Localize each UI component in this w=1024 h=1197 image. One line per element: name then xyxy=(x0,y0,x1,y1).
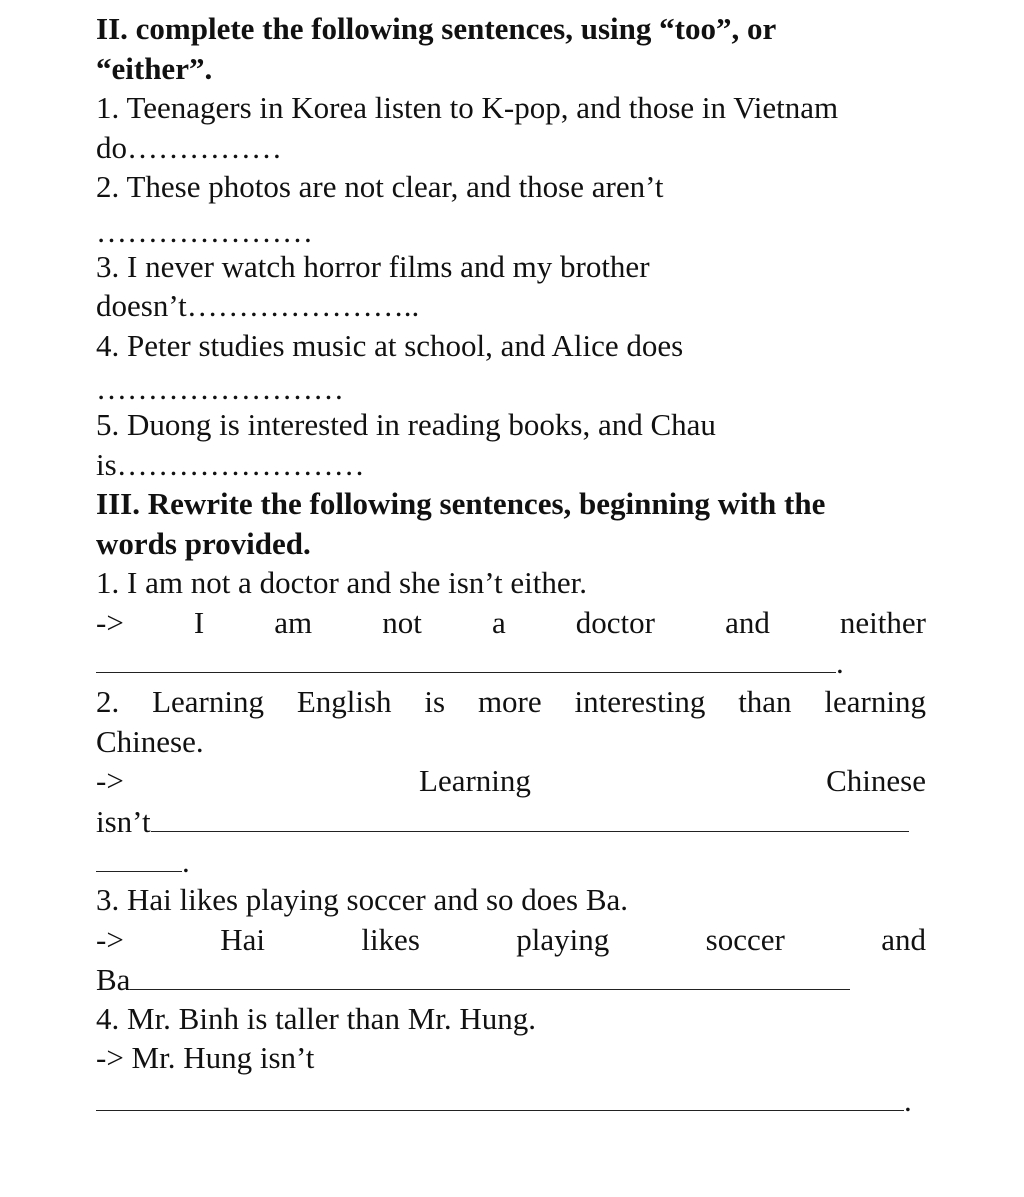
s2-item1-line1: 1. Teenagers in Korea listen to K-pop, and those in Vietnam xyxy=(96,90,839,125)
s3-q2-sentence xyxy=(96,682,926,722)
s2-item1-blank: do…………… xyxy=(96,130,282,165)
answer-blank[interactable] xyxy=(130,959,850,990)
arrow-word: -> xyxy=(96,763,124,798)
s3-q1-sentence: 1. I am not a doctor and she isn’t either. xyxy=(96,565,588,600)
s2-item2-blank: ………………… xyxy=(96,214,313,249)
answer-blank[interactable] xyxy=(96,1080,904,1111)
s2-item3-line1: 3. I never watch horror films and my brother xyxy=(96,249,650,284)
s2-item5-line1: 5. Duong is interested in reading books, and Chau xyxy=(96,407,716,442)
answer-word: not xyxy=(382,605,422,640)
s2-item3-blank: doesn’t………………….. xyxy=(96,288,420,323)
s3-q2-answer-cont xyxy=(96,801,926,842)
answer-blank[interactable] xyxy=(151,801,909,832)
s3-q3-answer-cont xyxy=(96,959,926,1000)
arrow-word: -> xyxy=(96,922,124,957)
answer-word: Learning xyxy=(419,763,531,798)
s2-item4-line1: 4. Peter studies music at school, and Alice does xyxy=(96,328,684,363)
section3-heading-line1: III. Rewrite the following sentences, beginning with the xyxy=(96,486,826,521)
answer-word: likes xyxy=(361,922,420,957)
answer-word: a xyxy=(491,605,506,640)
sentence-word: English xyxy=(296,684,392,719)
s3-q1-answer-prompt xyxy=(96,603,926,643)
answer-blank[interactable] xyxy=(96,642,836,673)
section2-heading-line1: II. complete the following sentences, using “too”, or xyxy=(96,11,777,46)
s3-q2-sentence-cont: Chinese. xyxy=(96,724,204,759)
answer-word: doctor xyxy=(575,605,655,640)
arrow-word: -> xyxy=(96,605,124,640)
answer-end-period: . xyxy=(182,844,190,879)
sentence-word: more xyxy=(477,684,542,719)
sentence-word: Learning xyxy=(152,684,264,719)
sentence-word: interesting xyxy=(574,684,706,719)
section3-heading-line2: words provided. xyxy=(96,526,311,561)
answer-word: and xyxy=(881,922,926,957)
sentence-word: than xyxy=(738,684,792,719)
answer-blank[interactable] xyxy=(96,841,182,872)
s3-q2-answer-line2 xyxy=(96,841,926,882)
s3-q1-answer-line xyxy=(96,642,926,683)
answer-end-period: . xyxy=(836,645,844,680)
s3-q3-answer-prompt xyxy=(96,920,926,960)
sentence-word: learning xyxy=(824,684,926,719)
answer-word: am xyxy=(274,605,313,640)
s2-item4-blank: …………………… xyxy=(96,371,344,406)
answer-word: isn’t xyxy=(96,804,151,839)
answer-word: neither xyxy=(839,605,926,640)
s3-q4-answer-line xyxy=(96,1080,926,1121)
s2-item5-blank: is…………………… xyxy=(96,447,365,482)
s3-q3-sentence: 3. Hai likes playing soccer and so does Ba. xyxy=(96,882,629,917)
answer-word: Hai xyxy=(220,922,265,957)
sentence-word: 2. xyxy=(96,684,120,719)
answer-end-period: . xyxy=(904,1083,912,1118)
section2-heading-line2: “either”. xyxy=(96,51,213,86)
answer-word: and xyxy=(725,605,770,640)
s3-q2-answer-prompt xyxy=(96,761,926,801)
s2-item2-line1: 2. These photos are not clear, and those aren’t xyxy=(96,169,664,204)
s3-q4-sentence: 4. Mr. Binh is taller than Mr. Hung. xyxy=(96,1001,537,1036)
answer-word: I xyxy=(193,605,205,640)
answer-word: playing xyxy=(516,922,610,957)
sentence-word: is xyxy=(424,684,446,719)
s3-q4-answer-prompt: -> Mr. Hung isn’t xyxy=(96,1040,315,1075)
answer-word: Ba xyxy=(96,962,131,997)
answer-word: Chinese xyxy=(826,763,926,798)
answer-word: soccer xyxy=(705,922,785,957)
